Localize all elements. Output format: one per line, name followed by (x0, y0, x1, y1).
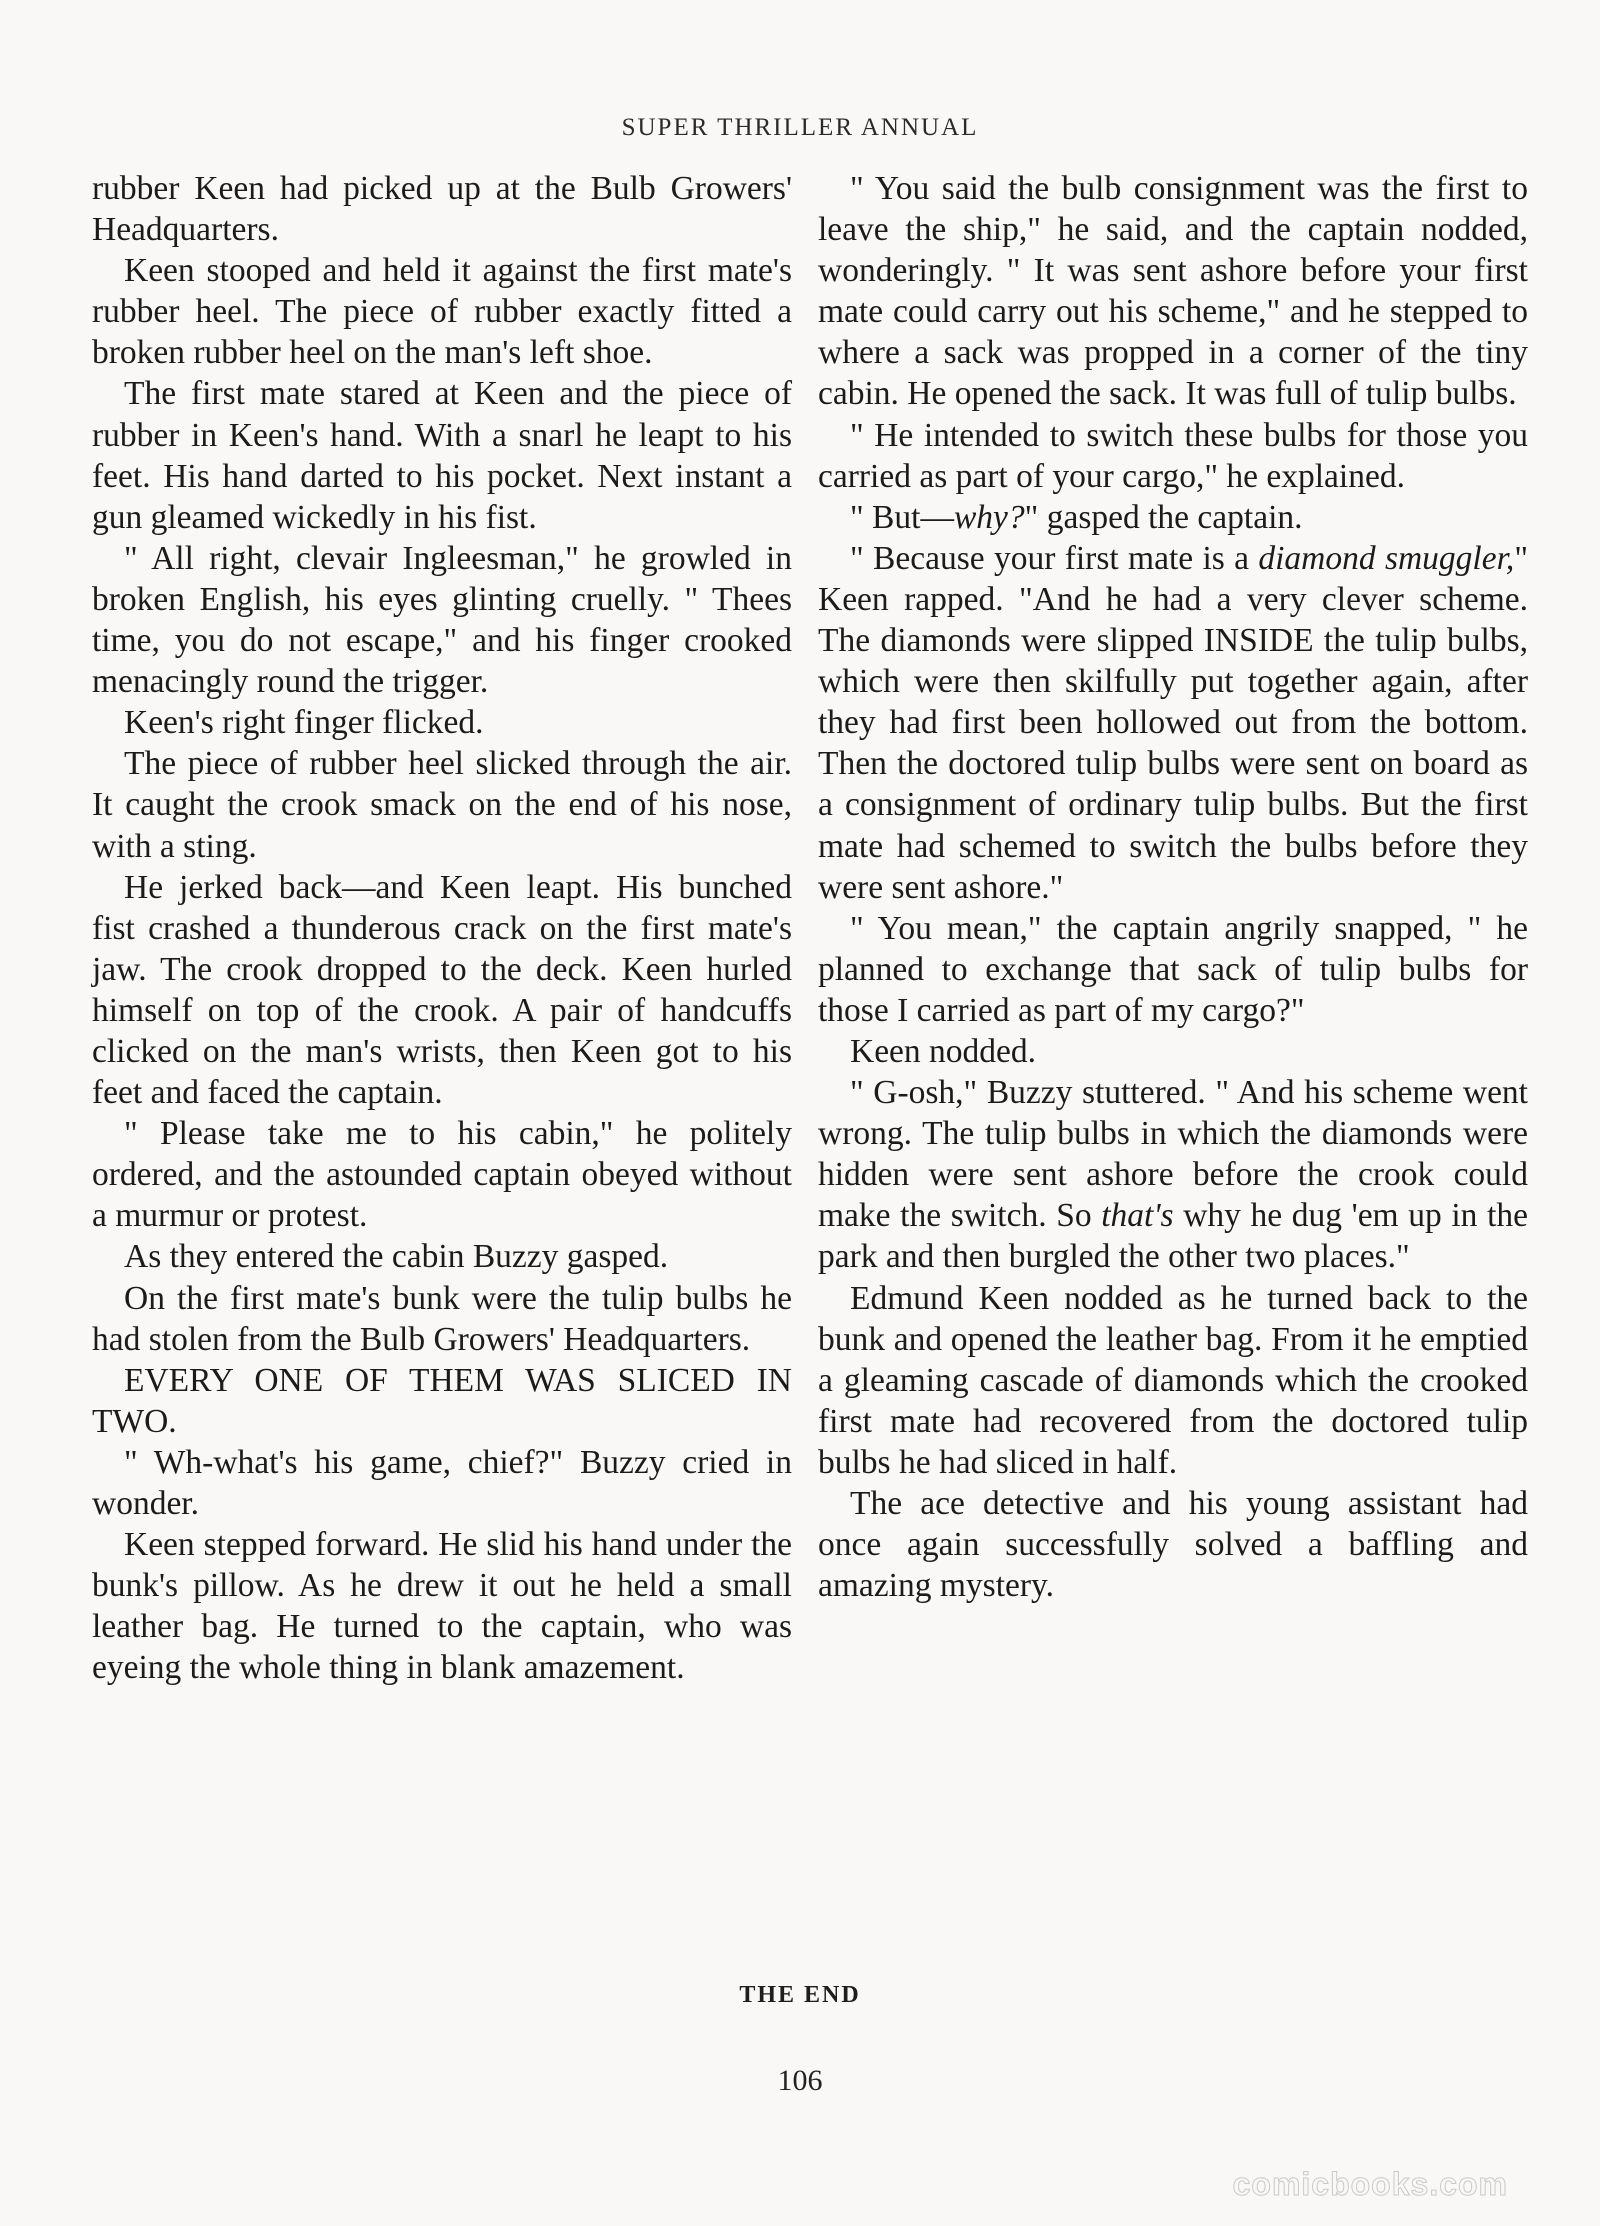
paragraph: Keen nodded. (850, 1032, 1037, 1070)
paragraph: The first mate stared at Keen and the piece of rubber in Keen's hand. With a snarl he leapt to his feet. His hand darted to his pocket. Next instant a gun gleamed wickedly in his fist. (92, 375, 792, 536)
paragraph: He jerked back—and Keen leapt. His bunched fist crashed a thunderous crack on the first mate's jaw. The crook dropped to the deck. Keen hurled himself on top of the crook. A pair of handcuffs clicked on the man's wrists, then Keen got to his feet and faced the captain. (92, 868, 792, 1112)
paragraph (818, 538, 1528, 908)
paragraph (818, 1072, 1528, 1277)
paragraph: Edmund Keen nodded as he turned back to the bunk and opened the leather bag. From it he emptied a gleaming cascade of diamonds which the crooked first mate had recovered from the doctored tulip bulbs he had sliced in half. (818, 1279, 1528, 1481)
paragraph: " He intended to switch these bulbs for those you carried as part of your cargo," he explained. (818, 416, 1528, 495)
paragraph: " All right, clevair Ingleesman," he growled in broken English, his eyes glinting cruelly. " Thees time, you do not escape," and his finger crooked menacingly round the trigger. (92, 539, 792, 701)
the-end-mark: THE END (739, 1982, 861, 2008)
watermark-logo: comicbooks.com (1232, 2166, 1508, 2202)
paragraph (818, 497, 1528, 538)
page-number: 106 (777, 2064, 823, 2097)
paragraph-text: " But— (850, 498, 954, 536)
paragraph: The piece of rubber heel slicked through the air. It caught the crook smack on the end of his nose, with a sting. (92, 745, 792, 865)
paragraph: " You mean," the captain angrily snapped, " he planned to exchange that sack of tulip bulbs for those I carried as part of my cargo?" (818, 909, 1528, 1029)
paragraph: As they entered the cabin Buzzy gasped. (124, 1238, 669, 1276)
paragraph-text: why he dug 'em up in the park and then burgled the other two places." (818, 1197, 1528, 1276)
left-column (92, 168, 792, 1688)
paragraph-text: " gasped the captain. (1024, 498, 1303, 536)
paragraph: " Wh-what's his game, chief?" Buzzy cried in wonder. (92, 1443, 792, 1522)
italic-text: why? (953, 498, 1025, 536)
paragraph: Keen stepped forward. He slid his hand under the bunk's pillow. As he drew it out he held a small leather bag. He turned to the captain, who was eyeing the whole thing in blank amazement. (92, 1526, 792, 1687)
paragraph: " Please take me to his cabin," he politely ordered, and the astounded captain obeyed without a murmur or protest. (92, 1115, 792, 1235)
running-head: SUPER THRILLER ANNUAL (621, 114, 979, 141)
right-column (818, 168, 1528, 1606)
paragraph-text: " G-osh," Buzzy stuttered. " And his scheme went wrong. The tulip bulbs in which the diamonds were hidden were sent ashore before the crook could make the switch. So (818, 1074, 1528, 1235)
italic-text: that's (1101, 1197, 1174, 1235)
paragraph-text: " Keen rapped. "And he had a very clever scheme. The diamonds were slipped INSIDE the tulip bulbs, which were then skilfully put together again, after they had first been hollowed out from the bottom. Then the doctored tulip bulbs were sent on board as a consignment of ordinary tulip bulbs. But the first mate had schemed to switch the bulbs before they were sent ashore." (818, 539, 1528, 906)
paragraph: EVERY ONE OF THEM WAS SLICED IN TWO. (92, 1361, 792, 1440)
paragraph: Keen stooped and held it against the first mate's rubber heel. The piece of rubber exactly fitted a broken rubber heel on the man's left shoe. (92, 252, 792, 372)
italic-text: diamond smuggler, (1258, 539, 1515, 577)
paragraph: Keen's right finger flicked. (124, 704, 484, 742)
paragraph: The ace detective and his young assistant had once again successfully solved a baffling and amazing mystery. (818, 1485, 1528, 1605)
paragraph-text: " Because your first mate is a (850, 539, 1259, 577)
paragraph: " You said the bulb consignment was the first to leave the ship," he said, and the captain nodded, wonderingly. " It was sent ashore before your first mate could carry out his scheme," and he stepped to where a sack was propped in a corner of the tiny cabin. He opened the sack. It was full of tulip bulbs. (818, 170, 1528, 413)
paragraph: rubber Keen had picked up at the Bulb Growers' Headquarters. (92, 170, 792, 249)
paragraph: On the first mate's bunk were the tulip bulbs he had stolen from the Bulb Growers' Headquarters. (92, 1279, 792, 1358)
